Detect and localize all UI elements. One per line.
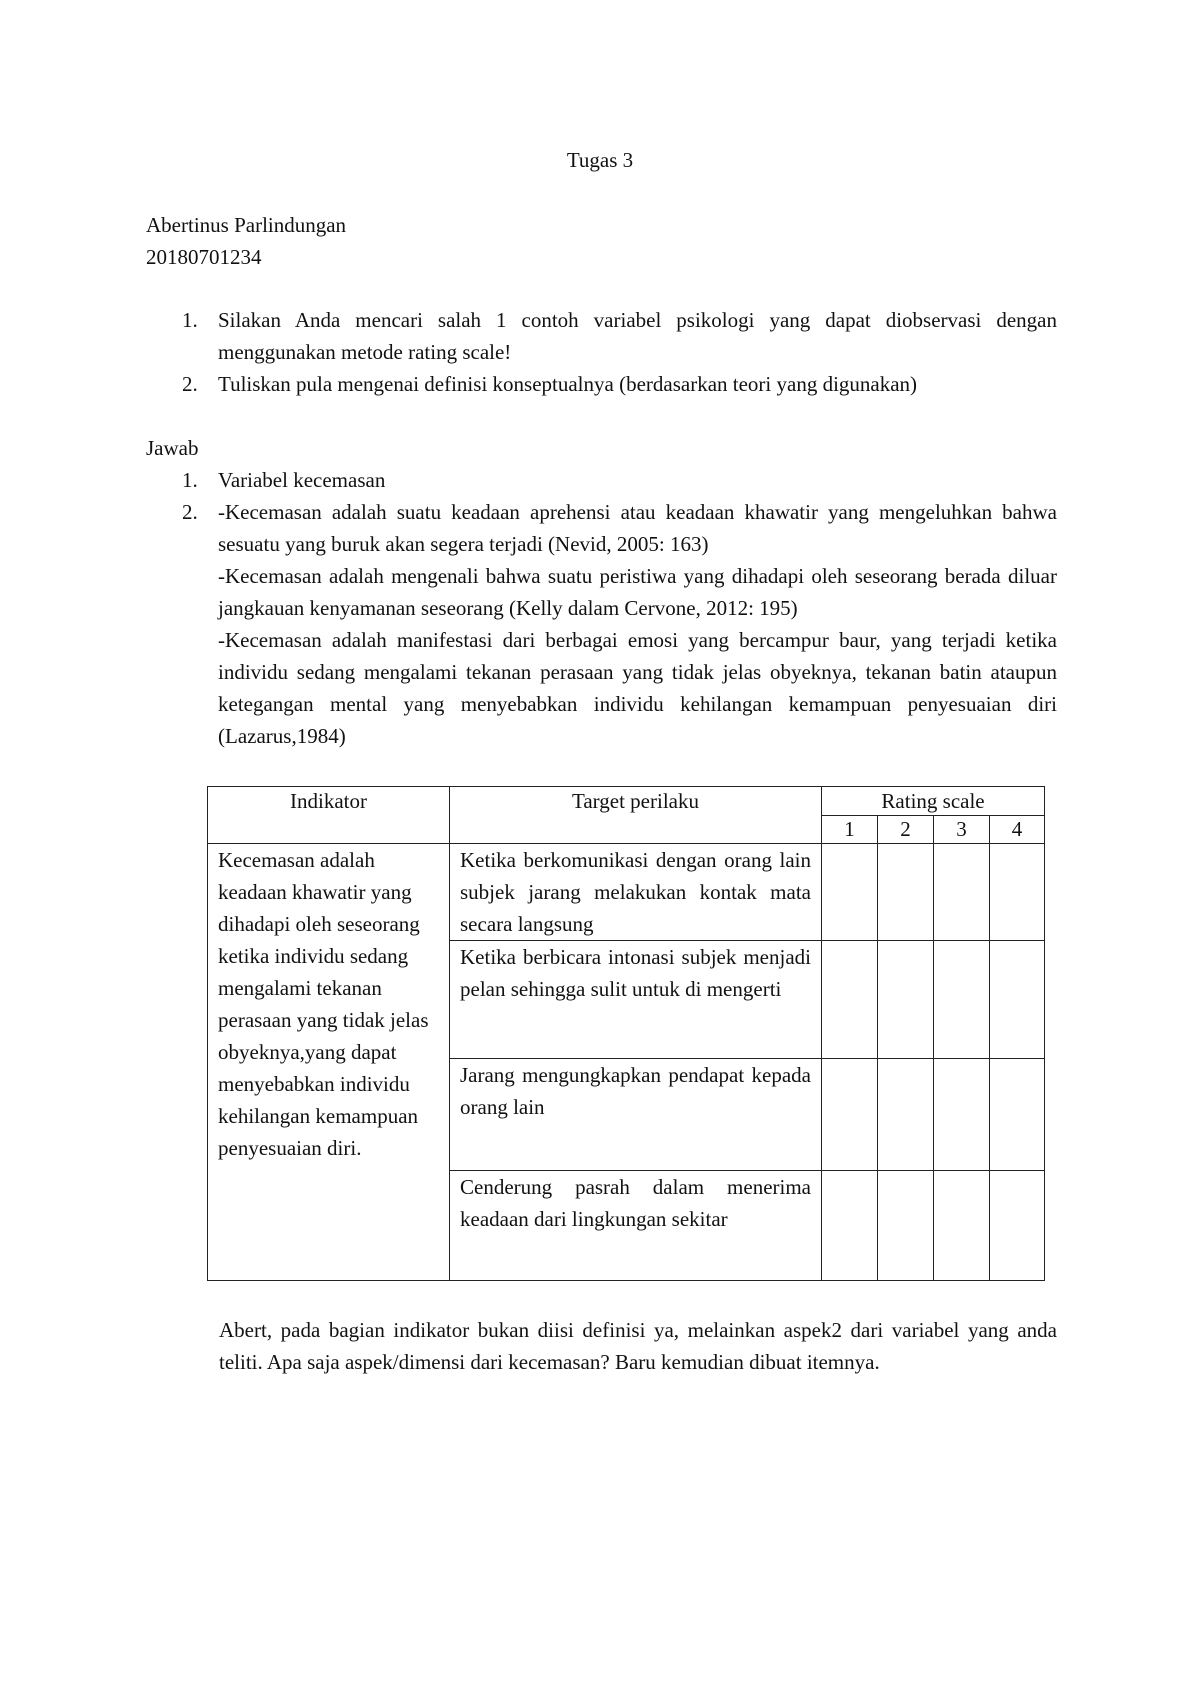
indikator-cell: Kecemasan adalah keadaan khawatir yang dihadapi oleh seseorang ketika individu sedang mengalami tekanan perasaan yang tidak jelas obyeknya,yang dapat menyebabkan individu kehilangan kemampuan penyesuaian diri. bbox=[208, 844, 450, 1281]
rating-cell[interactable] bbox=[878, 1059, 934, 1171]
rating-cell[interactable] bbox=[822, 844, 878, 941]
target-row-1: Ketika berkomunikasi dengan orang lain subjek jarang melakukan kontak mata secara langsung bbox=[450, 844, 822, 941]
answer-number: 1. bbox=[182, 468, 198, 492]
question-number: 1. bbox=[182, 308, 198, 332]
header-indikator: Indikator bbox=[208, 787, 450, 844]
question-text: Silakan Anda mencari salah 1 contoh variabel psikologi yang dapat diobservasi dengan menggunakan metode rating scale! bbox=[218, 308, 1057, 364]
rating-cell[interactable] bbox=[990, 1059, 1045, 1171]
rating-cell[interactable] bbox=[990, 941, 1045, 1059]
definition-kelly: -Kecemasan adalah mengenali bahwa suatu peristiwa yang dihadapi oleh seseorang berada diluar jangkauan kenyamanan seseorang (Kelly dalam Cervone, 2012: 195) bbox=[218, 564, 1057, 620]
target-row-4: Cenderung pasrah dalam menerima keadaan dari lingkungan sekitar bbox=[450, 1171, 822, 1281]
answer-text: Variabel kecemasan bbox=[218, 468, 386, 492]
question-text: Tuliskan pula mengenai definisi konseptualnya (berdasarkan teori yang digunakan) bbox=[218, 372, 918, 396]
rating-cell[interactable] bbox=[878, 844, 934, 941]
header-target: Target perilaku bbox=[450, 787, 822, 844]
rating-cell[interactable] bbox=[934, 844, 990, 941]
scale-3: 3 bbox=[934, 816, 990, 844]
lecturer-feedback: Abert, pada bagian indikator bukan diisi definisi ya, melainkan aspek2 dari variabel yang anda teliti. Apa saja aspek/dimensi dari kecemasan? Baru kemudian dibuat itemnya. bbox=[219, 1318, 1057, 1374]
rating-cell[interactable] bbox=[934, 1059, 990, 1171]
student-name: Abertinus Parlindungan bbox=[146, 213, 347, 237]
definition-nevid: -Kecemasan adalah suatu keadaan aprehensi atau keadaan khawatir yang mengeluhkan bahwa sesuatu yang buruk akan segera terjadi (Nevid, 2005: 163) bbox=[218, 500, 1057, 556]
rating-cell[interactable] bbox=[934, 1171, 990, 1281]
scale-2: 2 bbox=[878, 816, 934, 844]
target-row-2: Ketika berbicara intonasi subjek menjadi pelan sehingga sulit untuk di mengerti bbox=[450, 941, 822, 1059]
definition-lazarus: -Kecemasan adalah manifestasi dari berbagai emosi yang bercampur baur, yang terjadi ketika individu sedang mengalami tekanan perasaan yang tidak jelas obyeknya, tekanan batin ataupun ketegangan mental yang menyebabkan individu kehilangan kemampuan penyesuaian diri (Lazarus,1984) bbox=[218, 628, 1057, 748]
rating-cell[interactable] bbox=[878, 941, 934, 1059]
header-rating-scale: Rating scale bbox=[822, 787, 1045, 816]
rating-cell[interactable] bbox=[822, 1171, 878, 1281]
rating-cell[interactable] bbox=[934, 941, 990, 1059]
student-id: 20180701234 bbox=[146, 245, 262, 269]
target-row-3: Jarang mengungkapkan pendapat kepada orang lain bbox=[450, 1059, 822, 1171]
answer-number: 2. bbox=[182, 500, 198, 524]
scale-1: 1 bbox=[822, 816, 878, 844]
rating-cell[interactable] bbox=[822, 941, 878, 1059]
answer-list bbox=[146, 464, 1057, 752]
rating-cell[interactable] bbox=[822, 1059, 878, 1171]
answer-heading: Jawab bbox=[146, 436, 199, 460]
scale-4: 4 bbox=[990, 816, 1045, 844]
question-number: 2. bbox=[182, 372, 198, 396]
page-title: Tugas 3 bbox=[566, 148, 634, 172]
question-list bbox=[146, 304, 1057, 400]
rating-cell[interactable] bbox=[990, 844, 1045, 941]
question-item bbox=[146, 368, 1057, 400]
answer-item bbox=[146, 496, 1057, 752]
rating-cell[interactable] bbox=[878, 1171, 934, 1281]
rating-cell[interactable] bbox=[990, 1171, 1045, 1281]
answer-item bbox=[146, 464, 1057, 496]
question-item bbox=[146, 304, 1057, 368]
rating-scale-table bbox=[207, 786, 1045, 1281]
